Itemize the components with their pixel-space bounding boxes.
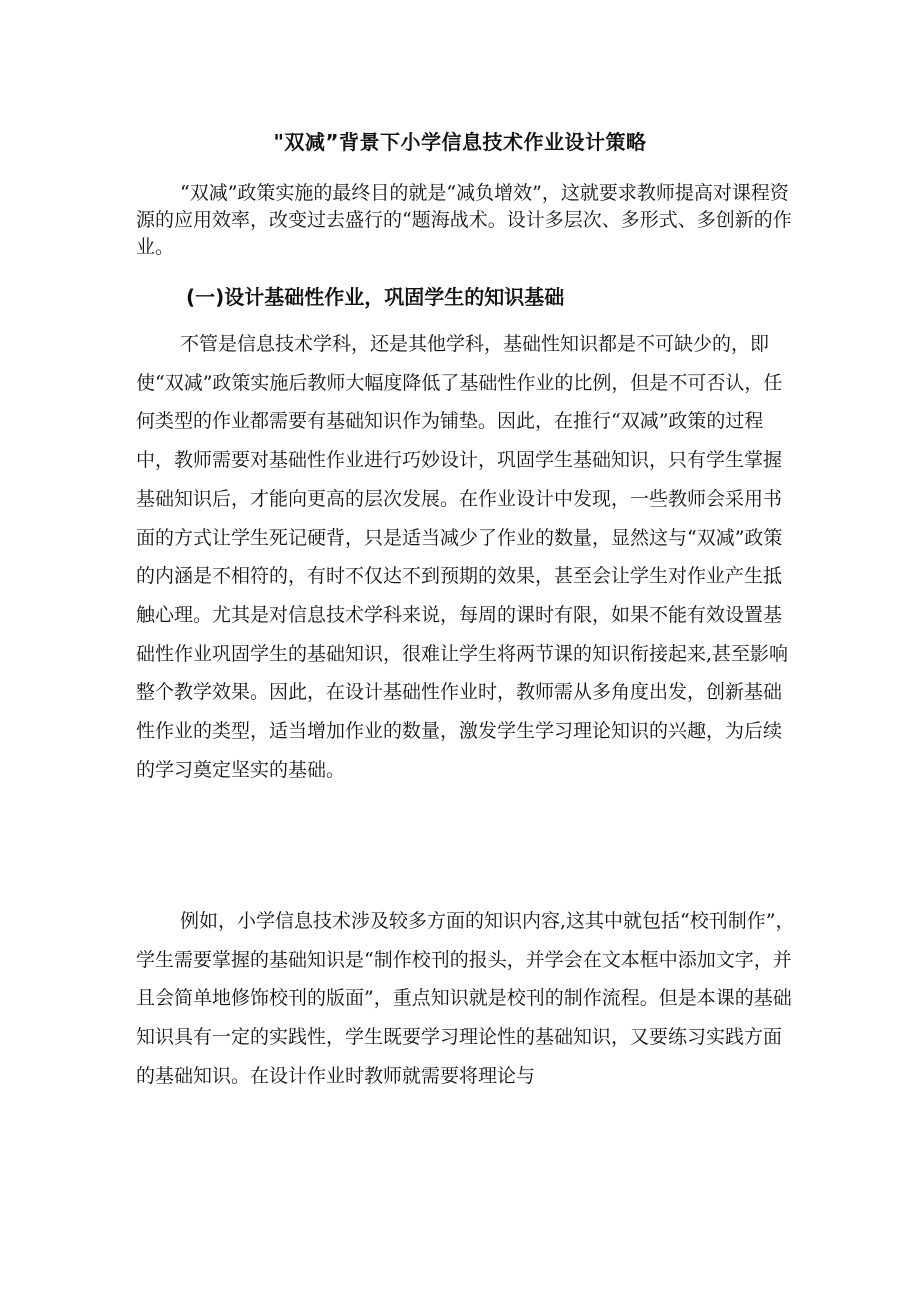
body-paragraph: 不管是信息技术学科，还是其他学科，基础性知识都是不可缺少的，即使“双减”政策实施后教师大幅度降低了基础性作业的比例，但是不可否认，任何类型的作业都需要有基础知识作为铺垫。因此，在推行“双减”政策的过程中，教师需要对基础性作业进行巧妙设计，巩固学生基础知识，只有学生掌握基础知识后，才能向更高的层次发展。在作业设计中发现，一些教师会采用书面的方式让学生死记硬背，只是适当减少了作业的数量，显然这与“双减”政策的内涵是不相符的，有时不仅达不到预期的效果，甚至会让学生对作业产生抵触心理。尤其是对信息技术学科来说，每周的课时有限，如果不能有效设置基础性作业巩固学生的基础知识，很难让学生将两节课的知识衔接起来,甚至影响整个教学效果。因此，在设计基础性作业时，教师需从多角度出发，创新基础性作业的类型，适当增加作业的数量，激发学生学习理论知识的兴趣，为后续的学习奠定坚实的基础。 [136,333,789,781]
document-title: "双减”背景下小学信息技术作业设计策略 [273,130,647,154]
body-paragraph: 例如，小学信息技术涉及较多方面的知识内容,这其中就包括“校刊制作”，学生需要掌握的基础知识是“制作校刊的报头，并学会在文本框中添加文字，并且会简单地修饰校刊的版面”，重点知识就是校刊的制作流程。但是本课的基础知识具有一定的实践性，学生既要学习理论性的基础知识，又要练习实践方面的基础知识。在设计作业时教师就需要将理论与 [136,910,795,1087]
section-heading: (一)设计基础性作业，巩固学生的知识基础 [186,285,565,309]
intro-paragraph: “双减”政策实施的最终目的就是“减负增效”，这就要求教师提高对课程资源的应用效率，改变过去盛行的“题海战术。设计多层次、多形式、多创新的作业。 [136,182,792,258]
